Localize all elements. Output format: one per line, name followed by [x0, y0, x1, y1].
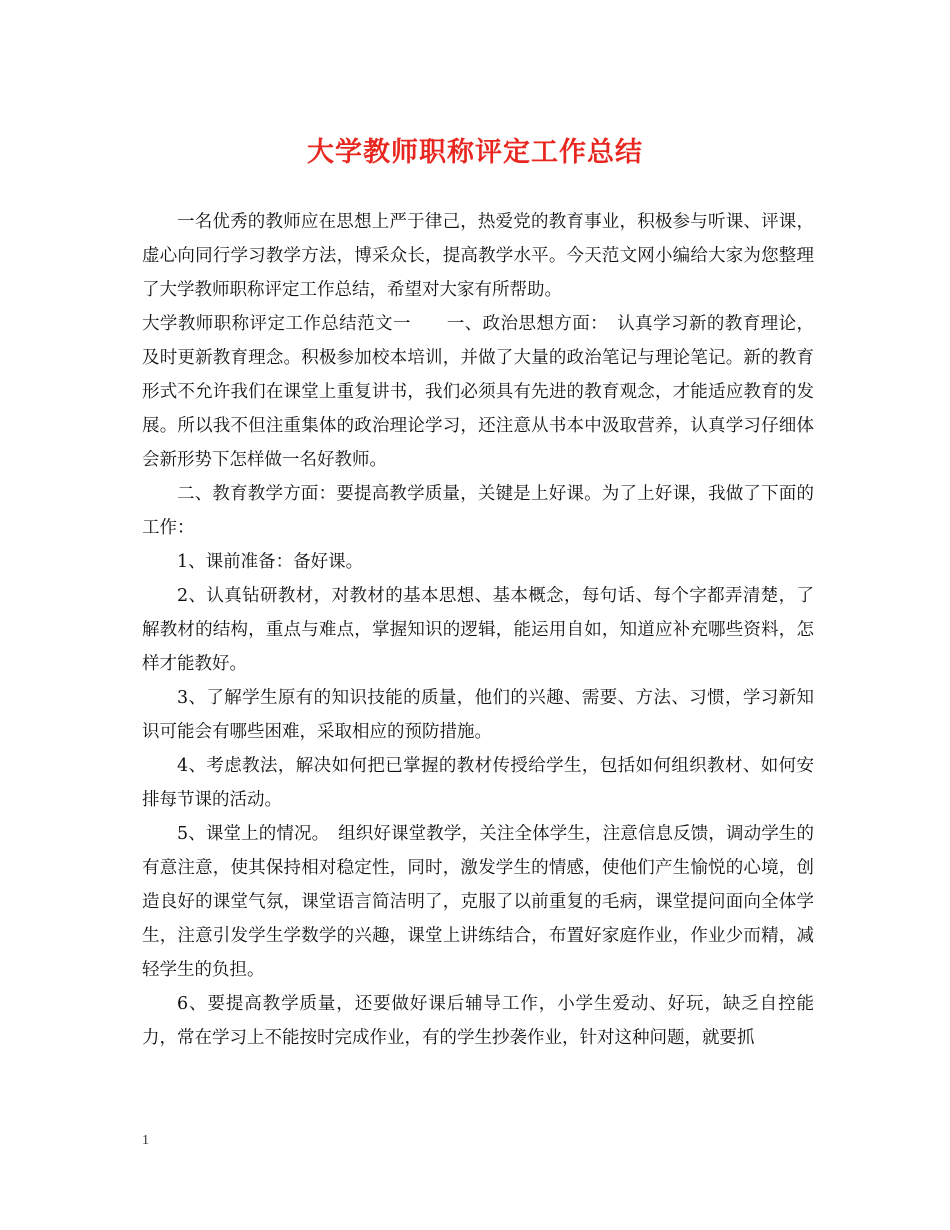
- paragraph: 6、要提高教学质量，还要做好课后辅导工作，小学生爱动、好玩，缺乏自控能力，常在学习上不能按时完成作业，有的学生抄袭作业，针对这种问题，就要抓: [142, 994, 814, 1048]
- paragraph: 3、了解学生原有的知识技能的质量，他们的兴趣、需要、方法、习惯，学习新知识可能会有哪些困难，采取相应的预防措施。: [142, 688, 814, 742]
- paragraph: 2、认真钻研教材，对教材的基本思想、基本概念，每句话、每个字都弄清楚，了解教材的结构，重点与难点，掌握知识的逻辑，能运用自如，知道应补充哪些资料，怎样才能教好。: [142, 586, 814, 674]
- document-title: 大学教师职称评定工作总结: [307, 137, 643, 168]
- paragraph: 一名优秀的教师应在思想上严于律己，热爱党的教育事业，积极参与听课、评课，虚心向同行学习教学方法，博采众长，提高教学水平。今天范文网小编给大家为您整理了大学教师职称评定工作总结，希望对大家有所帮助。: [142, 212, 814, 300]
- page-number: 1: [142, 1133, 149, 1148]
- document-body: [142, 205, 814, 1055]
- paragraph: 5、课堂上的情况。 组织好课堂教学，关注全体学生，注意信息反馈，调动学生的有意注意，使其保持相对稳定性，同时，激发学生的情感，使他们产生愉悦的心境，创造良好的课堂气氛，课堂语言简洁明了，克服了以前重复的毛病，课堂提问面向全体学生，注意引发学生学数学的兴趣，课堂上讲练结合，布置好家庭作业，作业少而精，减轻学生的负担。: [142, 824, 814, 980]
- paragraph: 二、教育教学方面：要提高教学质量，关键是上好课。为了上好课，我做了下面的工作：: [142, 484, 814, 538]
- paragraph: 4、考虑教法，解决如何把已掌握的教材传授给学生，包括如何组织教材、如何安排每节课的活动。: [142, 756, 814, 810]
- paragraph: 大学教师职称评定工作总结范文一 一、政治思想方面： 认真学习新的教育理论，及时更新教育理念。积极参加校本培训，并做了大量的政治笔记与理论笔记。新的教育形式不允许我们在课堂上重复讲书，我们必须具有先进的教育观念，才能适应教育的发展。所以我不但注重集体的政治理论学习，还注意从书本中汲取营养，认真学习仔细体会新形势下怎样做一名好教师。: [142, 314, 814, 470]
- paragraph: 1、课前准备：备好课。: [177, 552, 364, 572]
